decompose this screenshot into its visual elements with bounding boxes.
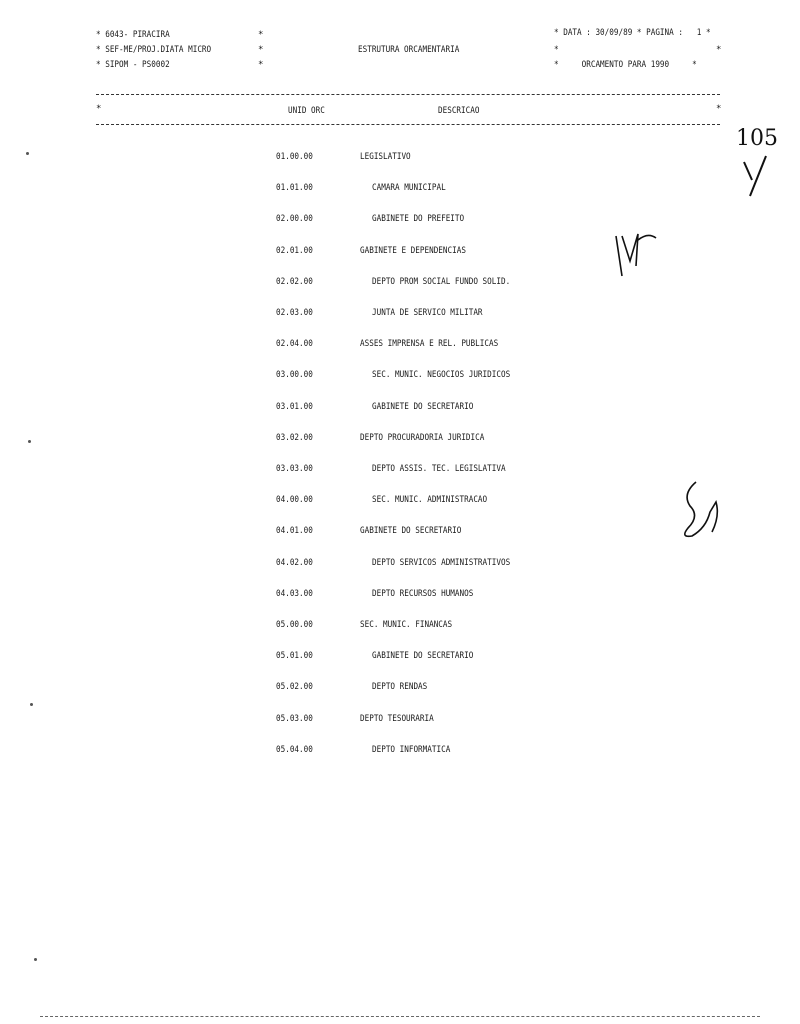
row-code: 04.01.00 — [276, 526, 313, 536]
header-star: * — [258, 45, 264, 55]
column-star-left: * — [96, 104, 102, 114]
row-code: 03.02.00 — [276, 433, 313, 443]
row-description: GABINETE DO PREFEITO — [372, 214, 465, 224]
scan-speck — [34, 958, 37, 961]
row-code: 02.01.00 — [276, 246, 313, 256]
scan-speck — [26, 152, 29, 155]
handwritten-page-number: 105 — [736, 126, 778, 151]
row-code: 05.00.00 — [276, 620, 313, 630]
row-description: SEC. MUNIC. FINANCAS — [360, 620, 453, 630]
handwritten-signature — [676, 476, 726, 546]
row-code: 04.00.00 — [276, 495, 313, 505]
row-code: 05.02.00 — [276, 682, 313, 692]
handwritten-checkmark — [736, 150, 776, 200]
header-right-line-2: * — [554, 45, 559, 55]
row-description: SEC. MUNIC. ADMINISTRACAO — [372, 495, 488, 505]
row-description: GABINETE E DEPENDENCIAS — [360, 246, 466, 256]
row-description: ASSES IMPRENSA E REL. PUBLICAS — [360, 339, 499, 349]
column-header-unid: UNID ORC — [288, 106, 325, 116]
row-code: 05.03.00 — [276, 714, 313, 724]
row-description: SEC. MUNIC. NEGOCIOS JURIDICOS — [372, 370, 511, 380]
header-right-line-3: * ORCAMENTO PARA 1990 * — [554, 60, 697, 70]
scan-speck — [28, 440, 31, 443]
row-code: 03.01.00 — [276, 402, 313, 412]
row-description: DEPTO PROCURADORIA JURIDICA — [360, 433, 485, 443]
row-description: DEPTO RENDAS — [372, 682, 428, 692]
row-description: DEPTO PROM SOCIAL FUNDO SOLID. — [372, 277, 511, 287]
row-code: 01.01.00 — [276, 183, 313, 193]
row-description: CAMARA MUNICIPAL — [372, 183, 446, 193]
row-code: 03.00.00 — [276, 370, 313, 380]
row-code: 05.01.00 — [276, 651, 313, 661]
row-code: 03.03.00 — [276, 464, 313, 474]
header-rule-top — [96, 94, 720, 95]
row-description: DEPTO ASSIS. TEC. LEGISLATIVA — [372, 464, 506, 474]
row-description: DEPTO RECURSOS HUMANOS — [372, 589, 474, 599]
header-rule-bottom — [96, 124, 720, 125]
header-star: * — [258, 30, 264, 40]
report-title: ESTRUTURA ORCAMENTARIA — [358, 45, 460, 55]
row-description: JUNTA DE SERVICO MILITAR — [372, 308, 483, 318]
scan-speck — [30, 703, 33, 706]
header-right-line-1: * DATA : 30/09/89 * PAGINA : 1 * — [554, 28, 711, 38]
bottom-scan-edge — [40, 1016, 760, 1017]
header-star: * — [716, 45, 722, 55]
header-left-line-1: * 6043- PIRACIRA — [96, 30, 170, 40]
row-description: GABINETE DO SECRETARIO — [360, 526, 462, 536]
row-description: DEPTO TESOURARIA — [360, 714, 434, 724]
row-code: 05.04.00 — [276, 745, 313, 755]
row-description: GABINETE DO SECRETARIO — [372, 402, 474, 412]
header-left-line-3: * SIPOM - PS0002 — [96, 60, 170, 70]
row-code: 02.00.00 — [276, 214, 313, 224]
row-description: DEPTO INFORMATICA — [372, 745, 451, 755]
column-star-right: * — [716, 104, 722, 114]
row-code: 01.00.00 — [276, 152, 313, 162]
row-code: 02.03.00 — [276, 308, 313, 318]
header-left-line-2: * SEF-ME/PROJ.DIATA MICRO — [96, 45, 212, 55]
row-description: GABINETE DO SECRETARIO — [372, 651, 474, 661]
handwritten-initials — [612, 226, 662, 286]
header-star: * — [258, 60, 264, 70]
row-description: DEPTO SERVICOS ADMINISTRATIVOS — [372, 558, 511, 568]
row-code: 02.04.00 — [276, 339, 313, 349]
row-code: 04.03.00 — [276, 589, 313, 599]
row-description: LEGISLATIVO — [360, 152, 411, 162]
column-header-desc: DESCRICAO — [438, 106, 480, 116]
row-code: 02.02.00 — [276, 277, 313, 287]
row-code: 04.02.00 — [276, 558, 313, 568]
